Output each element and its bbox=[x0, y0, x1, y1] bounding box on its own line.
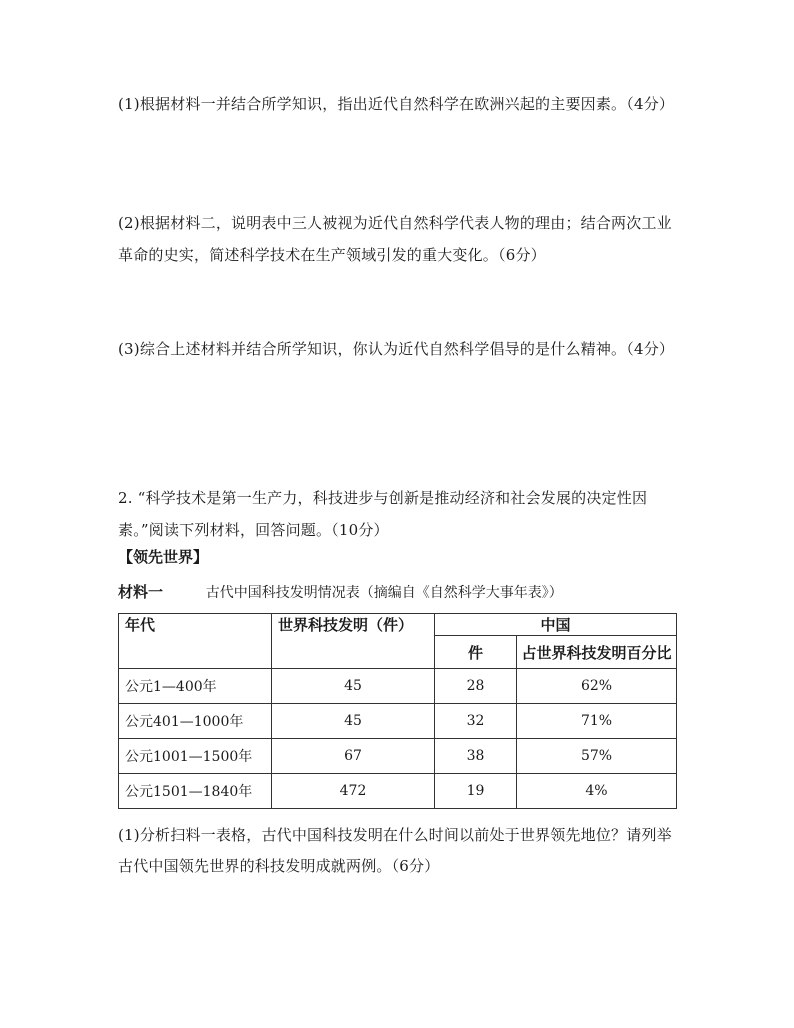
table-header-row bbox=[119, 614, 677, 636]
cell-world: 45 bbox=[272, 704, 435, 739]
header-count: 件 bbox=[435, 636, 517, 669]
cell-world: 67 bbox=[272, 739, 435, 774]
table-row bbox=[119, 739, 677, 774]
cell-percent: 71% bbox=[517, 704, 677, 739]
header-year: 年代 bbox=[119, 614, 272, 669]
cell-world: 45 bbox=[272, 669, 435, 704]
tech-inventions-table bbox=[118, 613, 677, 809]
table-row bbox=[119, 704, 677, 739]
section-heading: 【领先世界】 bbox=[118, 548, 209, 566]
cell-year: 公元1001—1500年 bbox=[119, 739, 272, 774]
cell-percent: 4% bbox=[517, 774, 677, 809]
material-label: 材料一 bbox=[118, 583, 164, 601]
cell-count: 38 bbox=[435, 739, 517, 774]
header-china: 中国 bbox=[435, 614, 677, 636]
question-2-intro: 2. “科学技术是第一生产力，科技进步与创新是推动经济和社会发展的决定性因素。”阅读下列材料，回答问题。（10分） bbox=[118, 489, 648, 539]
cell-count: 32 bbox=[435, 704, 517, 739]
cell-year: 公元401—1000年 bbox=[119, 704, 272, 739]
question-1-2: (2)根据材料二，说明表中三人被视为近代自然科学代表人物的理由；结合两次工业革命的史实，简述科学技术在生产领域引发的重大变化。（6分） bbox=[118, 214, 672, 264]
cell-percent: 62% bbox=[517, 669, 677, 704]
question-2-1: (1)分析扫料一表格，古代中国科技发明在什么时间以前处于世界领先地位？请列举古代中国领先世界的科技发明成就两例。（6分） bbox=[118, 826, 672, 875]
table-row bbox=[119, 774, 677, 809]
question-1-3: (3)综合上述材料并结合所学知识，你认为近代自然科学倡导的是什么精神。（4分） bbox=[118, 340, 675, 358]
cell-year: 公元1501—1840年 bbox=[119, 774, 272, 809]
cell-count: 28 bbox=[435, 669, 517, 704]
cell-year: 公元1—400年 bbox=[119, 669, 272, 704]
material-line bbox=[118, 580, 563, 605]
cell-count: 19 bbox=[435, 774, 517, 809]
header-percent: 占世界科技发明百分比 bbox=[517, 636, 677, 669]
cell-world: 472 bbox=[272, 774, 435, 809]
question-1-1: (1)根据材料一并结合所学知识，指出近代自然科学在欧洲兴起的主要因素。（4分） bbox=[118, 95, 675, 113]
cell-percent: 57% bbox=[517, 739, 677, 774]
header-world: 世界科技发明（件） bbox=[272, 614, 435, 669]
table-row bbox=[119, 669, 677, 704]
material-caption: 古代中国科技发明情况表（摘编自《自然科学大事年表》） bbox=[205, 585, 563, 601]
